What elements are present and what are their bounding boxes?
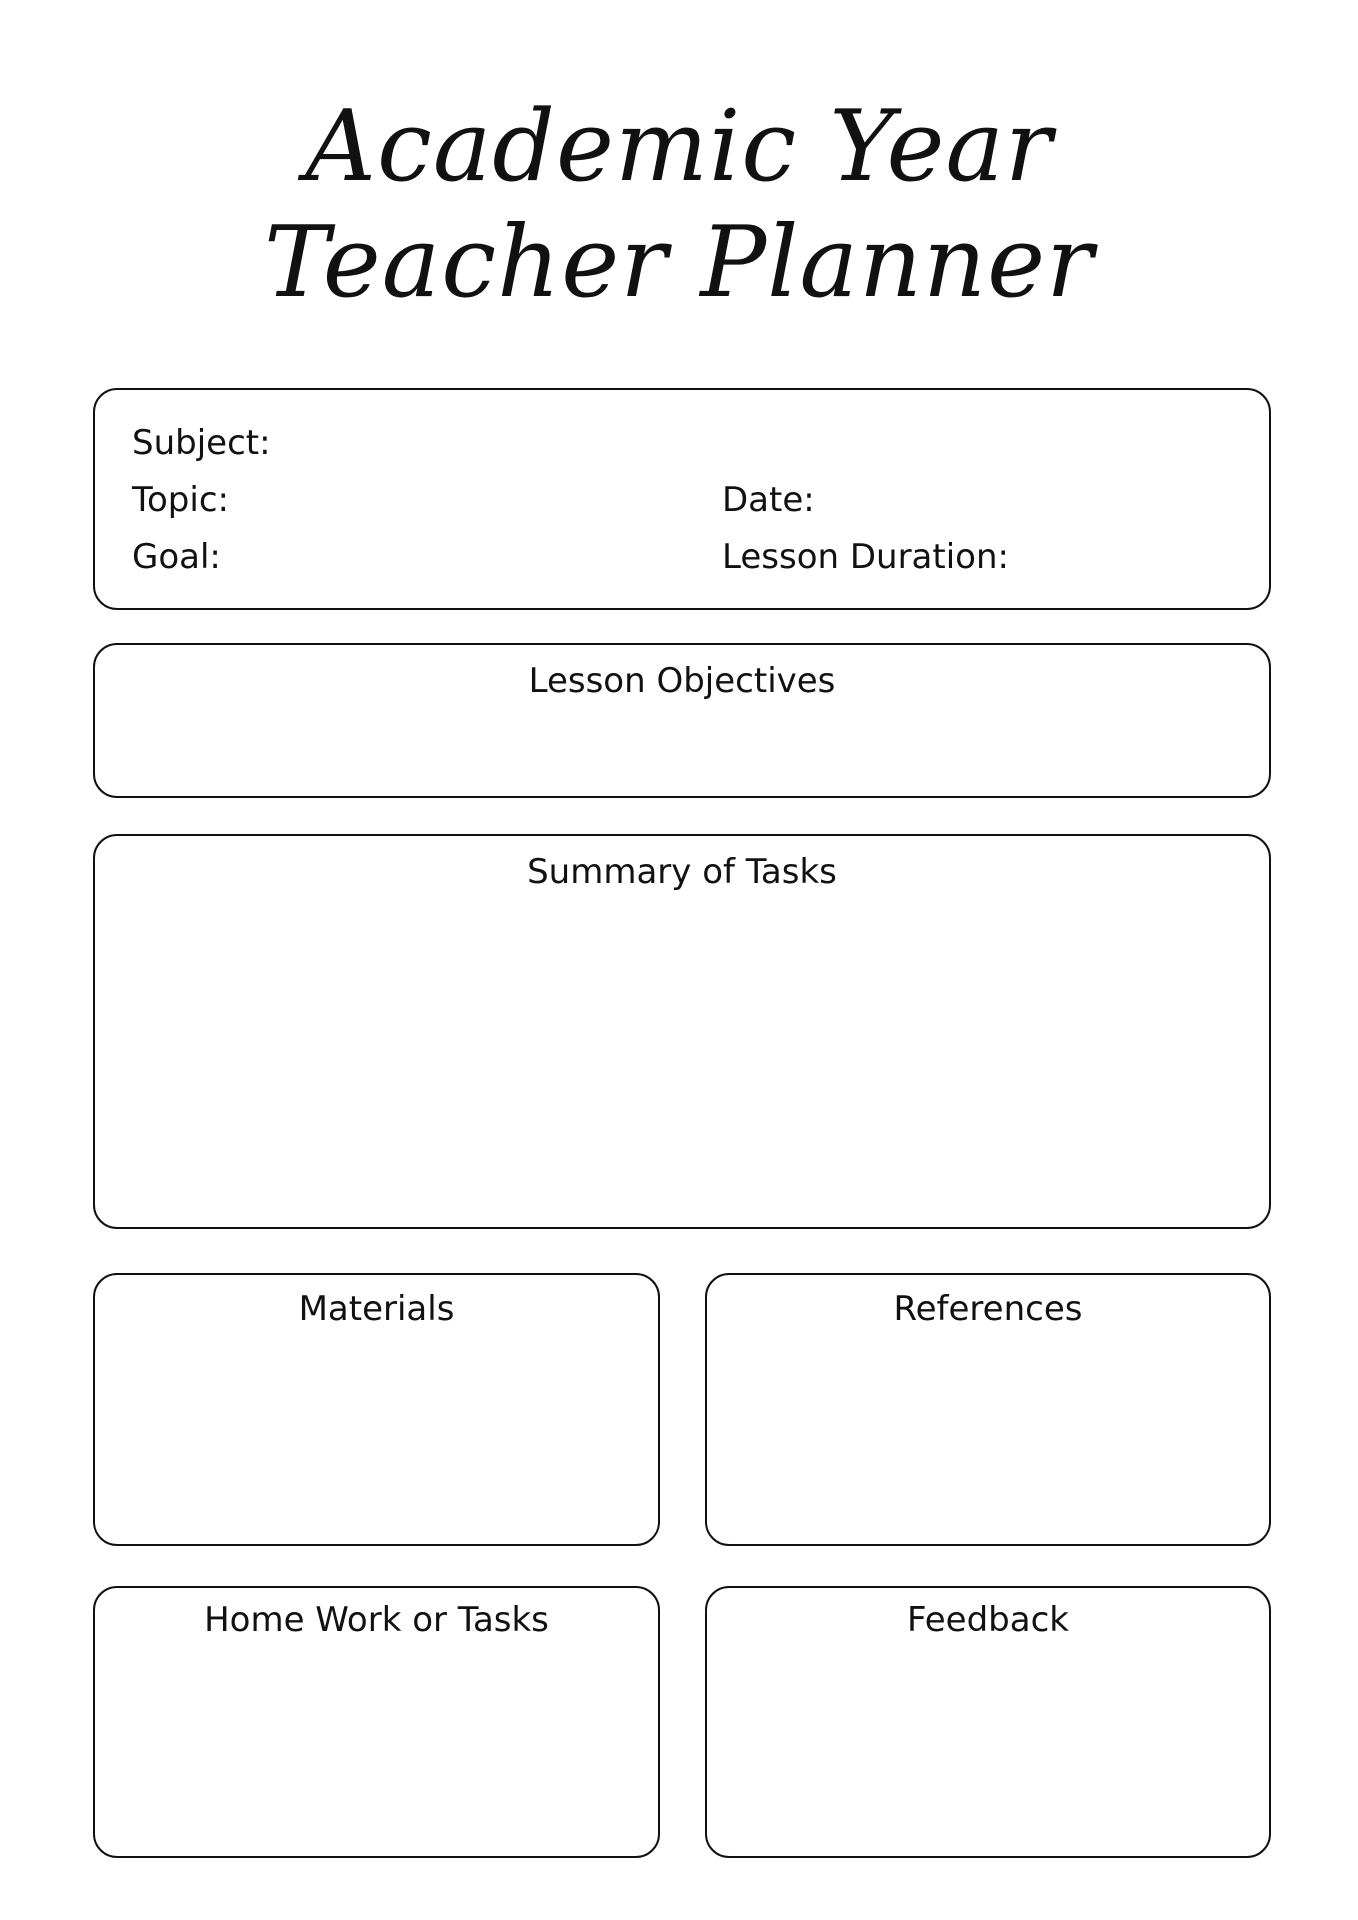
references-box <box>705 1273 1271 1546</box>
lesson-duration-label: Lesson Duration: <box>722 537 1009 577</box>
topic-label: Topic: <box>132 480 229 520</box>
goal-label: Goal: <box>132 537 221 577</box>
references-heading: References <box>893 1289 1083 1329</box>
home-work-or-tasks-heading: Home Work or Tasks <box>204 1600 549 1640</box>
lesson-info-box <box>93 388 1271 610</box>
title-line-1: Academic Year <box>305 90 1053 204</box>
subject-label: Subject: <box>132 423 271 463</box>
summary-of-tasks-heading: Summary of Tasks <box>527 852 837 892</box>
feedback-box <box>705 1586 1271 1858</box>
lesson-objectives-box <box>93 643 1271 798</box>
title-line-2: Teacher Planner <box>264 206 1094 320</box>
materials-heading: Materials <box>298 1289 455 1329</box>
date-label: Date: <box>722 480 815 520</box>
home-work-or-tasks-box <box>93 1586 660 1858</box>
lesson-objectives-heading: Lesson Objectives <box>528 661 836 701</box>
summary-of-tasks-box <box>93 834 1271 1229</box>
materials-box <box>93 1273 660 1546</box>
feedback-heading: Feedback <box>907 1600 1069 1640</box>
